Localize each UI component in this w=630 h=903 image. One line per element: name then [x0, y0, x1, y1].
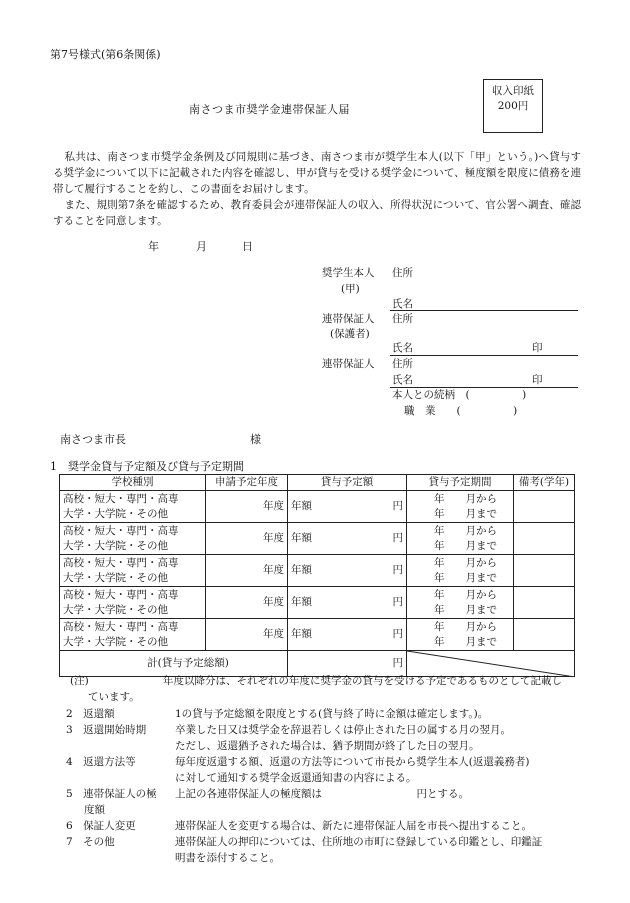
period-from: 年 月から	[434, 556, 497, 569]
guarantor2-name-label: 氏名	[392, 374, 413, 386]
school-options-line1: 高校・短大・専門・高専	[63, 524, 179, 537]
yen-unit: 円	[392, 596, 403, 608]
item7-text1: 連帯保証人の押印については、住所地の市町に登録している印鑑とし、印鑑証	[175, 836, 543, 848]
header-loan-period: 貸与予定期間	[407, 475, 514, 491]
guarantor1-label: 連帯保証人	[322, 313, 375, 325]
item7-text2: 明書を添付すること。	[175, 852, 280, 864]
annual-amount-label: 年額	[291, 500, 312, 512]
remarks-cell[interactable]	[514, 555, 575, 587]
school-options-line1: 高校・短大・専門・高専	[63, 556, 179, 569]
header-application-year: 申請予定年度	[206, 475, 288, 491]
guarantor2-seal: 印	[532, 374, 543, 386]
guarantor1-sub-label: (保護者)	[330, 328, 370, 340]
note-mark: (注)	[70, 675, 89, 687]
school-type-cell[interactable]	[60, 619, 206, 651]
guarantor1-seal: 印	[532, 342, 543, 354]
table-row	[60, 555, 575, 587]
application-year-cell[interactable]	[206, 555, 288, 587]
year-unit: 年度	[263, 596, 284, 608]
yen-unit: 円	[392, 657, 403, 669]
remarks-cell[interactable]	[514, 587, 575, 619]
school-options-line1: 高校・短大・専門・高専	[63, 588, 179, 601]
item4-text2: に対して通知する奨学金返還通知書の内容による。	[175, 772, 417, 784]
remarks-cell[interactable]	[514, 619, 575, 651]
loan-amount-cell[interactable]	[288, 587, 407, 619]
school-options-line2: 大学・大学院・その他	[63, 635, 168, 648]
item3-text2: ただし、返還猶予された場合は、猶予期間が終了した日の翌月。	[175, 740, 480, 752]
guarantor2-label: 連帯保証人	[322, 358, 375, 370]
table-header-row	[60, 475, 575, 491]
date-year-field[interactable]: 年	[148, 240, 159, 253]
annual-amount-label: 年額	[291, 564, 312, 576]
school-type-cell[interactable]	[60, 523, 206, 555]
item2-label: 2 返還額	[66, 708, 115, 720]
school-options-line1: 高校・短大・専門・高専	[63, 620, 179, 633]
item2-text: 1の貸与予定総額を限度とする(貸与終了時に金額は確定します。)。	[175, 708, 489, 720]
addressee-name: 南さつま市長	[60, 433, 126, 446]
guarantor1-name-line[interactable]	[390, 355, 578, 356]
table-row	[60, 619, 575, 651]
period-from: 年 月から	[434, 620, 497, 633]
yen-unit: 円	[392, 500, 403, 512]
stamp-amount: 200円	[497, 99, 529, 112]
loan-period-cell[interactable]	[407, 587, 514, 619]
total-label-text: 計(貸与予定総額)	[147, 657, 229, 669]
guarantor2-address-label: 住所	[392, 358, 413, 370]
date-month-field[interactable]: 月	[196, 240, 207, 253]
school-options-line2: 大学・大学院・その他	[63, 507, 168, 520]
item3-label: 3 返還開始時期	[66, 724, 147, 736]
addressee-honorific: 様	[250, 433, 261, 446]
student-label: 奨学生本人	[322, 267, 375, 279]
guarantor1-address-label: 住所	[392, 313, 413, 325]
student-address-label: 住所	[392, 267, 413, 279]
school-options-line2: 大学・大学院・その他	[63, 571, 168, 584]
loan-amount-cell[interactable]	[288, 555, 407, 587]
header-loan-amount: 貸与予定額	[288, 475, 407, 491]
annual-amount-label: 年額	[291, 628, 312, 640]
item5-text: 上記の各連帯保証人の極度額は 円とする。	[175, 788, 469, 800]
note-text: 年度以降分は、それぞれの年度に奨学金の貸与を受ける予定であるものとして記載し	[163, 675, 562, 687]
period-from: 年 月から	[434, 588, 497, 601]
school-type-cell[interactable]	[60, 587, 206, 619]
declaration-paragraph: 私共は、南さつま市奨学金条例及び同規則に基づき、南さつま市が奨学生本人(以下「甲」という。)へ貸与する奨学金について以下に記載された内容を確認し、甲が貸与を受ける奨学金について、極度額を限度に債務を連帯して履行することを約し、この書面をお届けします。	[53, 151, 581, 195]
year-unit: 年度	[263, 500, 284, 512]
yen-unit: 円	[392, 532, 403, 544]
period-to: 年 月まで	[434, 507, 497, 520]
item3-text1: 卒業した日又は奨学金を辞退若しくは停止された日の属する月の翌月。	[175, 724, 511, 736]
revenue-stamp-box	[483, 79, 543, 133]
table-row	[60, 491, 575, 523]
loan-amount-cell[interactable]	[288, 523, 407, 555]
item7-label: 7 その他	[66, 836, 115, 848]
document-title: 南さつま市奨学金連帯保証人届	[189, 103, 350, 116]
form-number-label: 第7号様式(第6条関係)	[50, 48, 161, 61]
period-from: 年 月から	[434, 492, 497, 505]
item4-label: 4 返還方法等	[66, 756, 136, 768]
stamp-label: 収入印紙	[492, 85, 534, 97]
application-year-cell[interactable]	[206, 523, 288, 555]
period-from: 年 月から	[434, 524, 497, 537]
year-unit: 年度	[263, 532, 284, 544]
loan-period-cell[interactable]	[407, 523, 514, 555]
loan-period-cell[interactable]	[407, 619, 514, 651]
period-to: 年 月まで	[434, 571, 497, 584]
loan-amount-cell[interactable]	[288, 619, 407, 651]
loan-period-cell[interactable]	[407, 555, 514, 587]
section1-title: 1 奨学金貸与予定額及び貸与予定期間	[50, 460, 244, 473]
guarantor1-name-label: 氏名	[392, 342, 413, 354]
year-unit: 年度	[263, 628, 284, 640]
date-day-field[interactable]: 日	[242, 240, 253, 253]
header-remarks: 備考(学年)	[514, 475, 575, 491]
application-year-cell[interactable]	[206, 619, 288, 651]
annual-amount-label: 年額	[291, 596, 312, 608]
remarks-cell[interactable]	[514, 491, 575, 523]
consent-paragraph: また、規則第7条を確認するため、教育委員会が連帯保証人の収入、所得状況について、官公署へ調査、確認することを同意します。	[53, 199, 581, 227]
remarks-cell[interactable]	[514, 523, 575, 555]
loan-amount-cell[interactable]	[288, 491, 407, 523]
period-to: 年 月まで	[434, 635, 497, 648]
school-type-cell[interactable]	[60, 491, 206, 523]
relationship-field[interactable]: 本人との続柄 ( )	[392, 389, 527, 401]
application-year-cell[interactable]	[206, 491, 288, 523]
header-school-type: 学校種別	[60, 475, 206, 491]
annual-amount-label: 年額	[291, 532, 312, 544]
yen-unit: 円	[392, 564, 403, 576]
year-unit: 年度	[263, 564, 284, 576]
student-name-label: 氏名	[392, 298, 413, 310]
application-year-cell[interactable]	[206, 587, 288, 619]
item5-label: 5 連帯保証人の極	[66, 788, 157, 800]
item6-text: 連帯保証人を変更する場合は、新たに連帯保証人届を市長へ提出すること。	[175, 820, 532, 832]
school-options-line2: 大学・大学院・その他	[63, 539, 168, 552]
item5-label-cont: 度額	[84, 804, 105, 816]
school-options-line1: 高校・短大・専門・高専	[63, 492, 179, 505]
table-row	[60, 587, 575, 619]
item6-label: 6 保証人変更	[66, 820, 136, 832]
occupation-field[interactable]: 職 業 ( )	[404, 405, 518, 417]
note-text-cont: ています。	[88, 691, 140, 703]
period-to: 年 月まで	[434, 603, 497, 616]
item4-text1: 毎年度返還する額、返還の方法等について市長から奨学生本人(返還義務者)	[175, 756, 530, 768]
period-to: 年 月まで	[434, 539, 497, 552]
loan-period-cell[interactable]	[407, 491, 514, 523]
table-row	[60, 523, 575, 555]
school-type-cell[interactable]	[60, 555, 206, 587]
yen-unit: 円	[392, 628, 403, 640]
student-sub-label: (甲)	[341, 283, 360, 295]
student-name-line[interactable]	[390, 310, 578, 311]
loan-schedule-table	[59, 474, 575, 677]
school-options-line2: 大学・大学院・その他	[63, 603, 168, 616]
